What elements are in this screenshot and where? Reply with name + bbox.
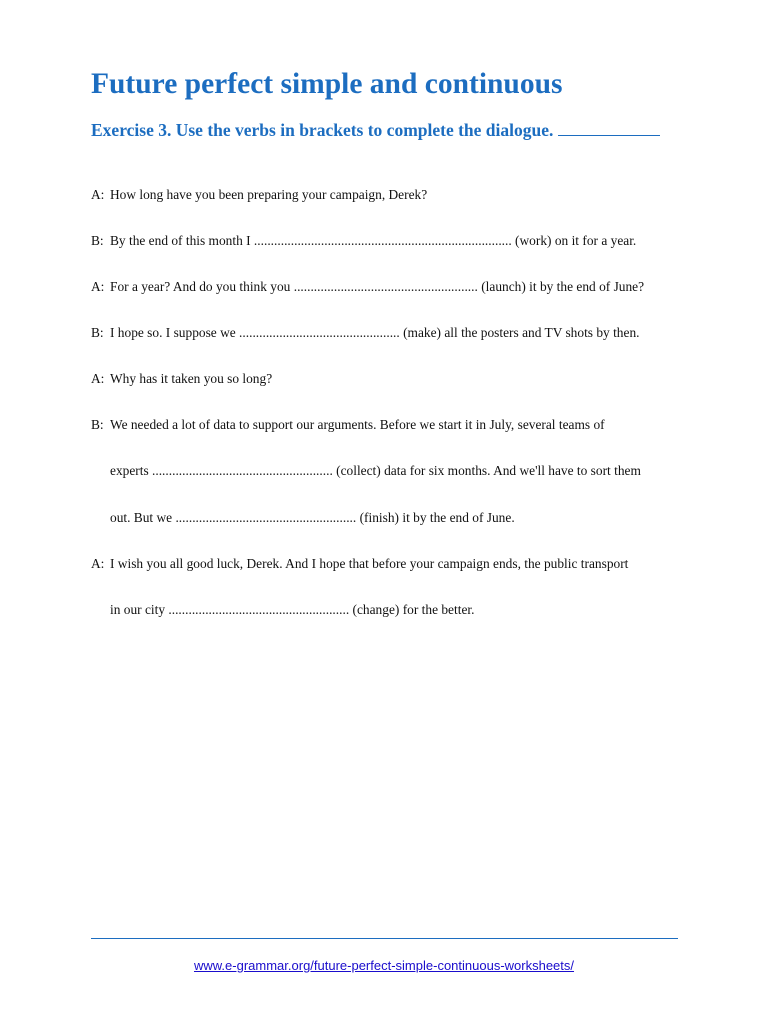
dialogue-text: For a year? And do you think you ....................................................... (launch) it by the end of June? bbox=[110, 279, 645, 294]
dialogue-line bbox=[91, 325, 640, 341]
dialogue-continuation bbox=[110, 602, 474, 618]
dialogue-line bbox=[91, 187, 427, 203]
footer-divider bbox=[91, 938, 678, 939]
speaker-label: A: bbox=[91, 187, 105, 202]
dialogue-text: By the end of this month I ............................................................................. (work) on it for a year. bbox=[110, 233, 637, 248]
dialogue-line bbox=[91, 371, 272, 387]
dialogue-text: Why has it taken you so long? bbox=[110, 371, 273, 386]
dialogue-text: in our city ...................................................... (change) for the better. bbox=[110, 602, 475, 617]
speaker-label: B: bbox=[91, 233, 104, 248]
speaker-label: A: bbox=[91, 279, 105, 294]
dialogue-text: I wish you all good luck, Derek. And I hope that before your campaign ends, the public transport bbox=[110, 556, 629, 571]
dialogue-line bbox=[91, 279, 644, 295]
speaker-label: B: bbox=[91, 325, 104, 340]
dialogue-line bbox=[91, 556, 628, 572]
dialogue-line bbox=[91, 417, 605, 433]
dialogue-text: I hope so. I suppose we ................................................ (make) all the posters and TV shots by then. bbox=[110, 325, 640, 340]
exercise-instruction: Exercise 3. Use the verbs in brackets to complete the dialogue. bbox=[91, 120, 554, 140]
dialogue-line bbox=[91, 233, 636, 249]
dialogue-text: We needed a lot of data to support our arguments. Before we start it in July, several teams of bbox=[110, 417, 605, 432]
footer-link[interactable]: www.e-grammar.org/future-perfect-simple-continuous-worksheets/ bbox=[193, 958, 575, 973]
speaker-label: A: bbox=[91, 556, 105, 571]
speaker-label: A: bbox=[91, 371, 105, 386]
speaker-label: B: bbox=[91, 417, 104, 432]
dialogue-continuation bbox=[110, 463, 641, 479]
dialogue-continuation bbox=[110, 510, 515, 526]
dialogue-text: experts ...................................................... (collect) data for six months. And we'll have to sort them bbox=[110, 463, 641, 478]
heading-answer-blank bbox=[558, 121, 660, 136]
dialogue-text: out. But we ...................................................... (finish) it by the end of June. bbox=[110, 510, 515, 525]
page-title: Future perfect simple and continuous bbox=[91, 68, 563, 100]
dialogue-text: How long have you been preparing your campaign, Derek? bbox=[110, 187, 428, 202]
exercise-heading bbox=[91, 120, 660, 141]
